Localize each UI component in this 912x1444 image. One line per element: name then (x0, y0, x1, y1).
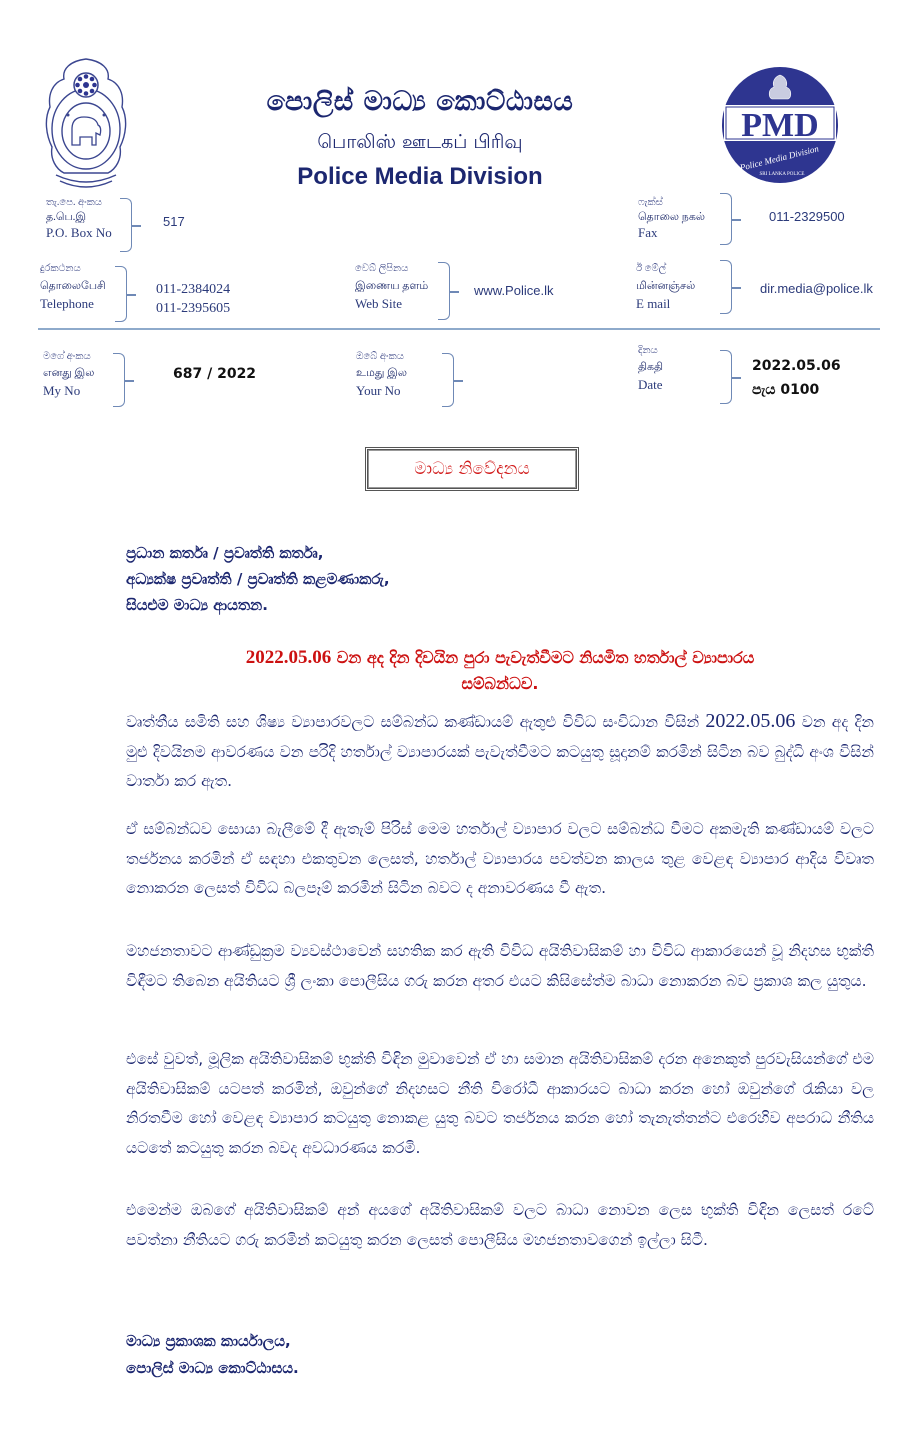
my-no-label-ta: எனது இல (43, 366, 95, 379)
email-link[interactable]: dir.media@police.lk (760, 281, 873, 296)
pmd-logo (720, 65, 840, 185)
addressee-line: ප්‍රධාන කර්තෘ / ප්‍රවෘත්ති කර්තෘ, (126, 544, 324, 562)
signoff-line: පොලිස් මාධ්‍ය කොට්ඨාසය. (126, 1359, 299, 1377)
website-link[interactable]: www.Police.lk (474, 283, 554, 298)
email-label-si: ඊ මේල් (636, 263, 667, 274)
my-no-value: 687 / 2022 (173, 366, 257, 382)
email-bracket (720, 260, 732, 314)
email-labels (636, 262, 695, 313)
addressee-line: අධ්‍යක්ෂ ප්‍රවෘත්ති / ප්‍රවෘත්ති කළමණාකරු, (126, 570, 390, 588)
my-no-label-si: මගේ අංකය (43, 351, 91, 362)
notice-title-box (365, 447, 579, 491)
fax-label-en: Fax (638, 225, 658, 241)
date-values (752, 354, 841, 402)
website-label-ta: இணைய தளம் (355, 279, 429, 292)
email-label-en: E mail (636, 296, 671, 312)
svg-text:PMD: PMD (741, 107, 819, 144)
title-english: Police Media Division (297, 163, 543, 190)
telephone-value-1: 011-2384024 (156, 282, 231, 297)
paragraph-text: වෘත්තීය සමිති සහ ශිෂ්‍ය ව්‍යාපාරවලට සම්බන්ධ කණ්ඩායම් ඇතුළු විවිධ සංවිධාන විසින් (126, 713, 706, 731)
telephone-label-si: දුරකථනය (40, 263, 81, 274)
telephone-bracket (115, 266, 127, 322)
svg-text:Police Media Division: Police Media Division (738, 143, 820, 173)
fax-label-si: ෆැක්ස් (638, 197, 663, 208)
your-no-labels (356, 350, 407, 400)
email-label-ta: மின்னஞ்சல் (636, 279, 696, 292)
paragraph-text: වන අද දින මුළු දිවයිනම ආවරණය වන පරිදි හර්තාල් ව්‍යාපාරයක් පැවැත්වීමට කටයුතු සූදානම් කරමින් සිටින බව බුද්ධි අංශ විසින් වාර්තා කර ඇත. (126, 713, 874, 790)
date-label-ta: திகதி (638, 360, 664, 373)
fax-label-ta: தொலை நகல் (638, 210, 705, 223)
header-separator (38, 328, 880, 330)
your-no-label-ta: உமது இல (356, 366, 407, 379)
po-box-labels (46, 196, 112, 242)
subject-line-2: සම්බන්ධව. (461, 674, 539, 693)
subject-date: 2022.05.06 (245, 647, 332, 668)
addressee-line: සියළුම මාධ්‍ය ආයතන. (126, 596, 268, 614)
your-no-label-si: ඔබේ අංකය (356, 351, 404, 362)
your-no-label-en: Your No (356, 383, 401, 399)
body-paragraph-4: එසේ වුවත්, මූලික අයිතිවාසිකම් භුක්ති විඳින මුවාවෙන් ඒ හා සමාන අයිතිවාසිකම් දරන අනෙකුත් පුරවැසියන්ගේ එම අයිතිවාසිකම් යටපත් කරමින්, ඔවුන්ගේ නිදහසට නීති විරෝධී ආකාරයට බාධා කරන හෝ ඔවුන්ගේ රැකියා වල නිරතවීම හෝ වෙළඳ ව්‍යාපාර කටයුතු නොකළ යුතු බවට තර්ජනය කරන හෝ තැනැත්තන්ට එරෙහිව අපරාධ නීතිය යටතේ කටයුතු කරන බවද අවධාරණය කරමි. (126, 1050, 874, 1157)
title-tamil: பொலிஸ் ஊடகப் பிரிவு (317, 131, 523, 153)
date-value: 2022.05.06 (752, 358, 841, 374)
date-bracket (720, 350, 732, 404)
my-no-label-en: My No (43, 383, 81, 399)
body-paragraph-1 (126, 707, 874, 797)
website-bracket (438, 262, 450, 320)
date-label-si: දිනය (638, 345, 658, 356)
your-no-bracket (442, 353, 454, 407)
police-crest-logo (40, 55, 132, 190)
telephone-values (156, 280, 230, 318)
telephone-value-2: 011-2395605 (156, 301, 231, 316)
signoff-line: මාධ්‍ය ප්‍රකාශක කාර්යාලය, (126, 1332, 291, 1350)
notice-title: මාධ්‍ය නිවේදනය (414, 459, 530, 479)
website-labels (355, 262, 428, 313)
time-value: පැය 0100 (752, 382, 820, 398)
subject-heading (150, 645, 850, 697)
my-no-labels (43, 350, 94, 400)
title-sinhala: පොලිස් මාධ්‍ය කොට්ඨාසය (266, 86, 574, 117)
telephone-labels (40, 262, 106, 313)
fax-bracket (720, 193, 732, 245)
telephone-label-ta: தொலைபேசி (40, 279, 106, 292)
body-paragraph-5: එමෙන්ම ඔබගේ අයිතිවාසිකම් අන් අයගේ අයිතිවාසිකම් වලට බාධා නොවන ලෙස භුක්ති විඳින ලෙසත් රටේ පවත්නා නීතියට ගරු කරමින් කටයුතු කරන ලෙසත් පොලීසිය මහජනතාවගෙන් ඉල්ලා සිටී. (126, 1201, 874, 1249)
svg-text:SRI LANKA POLICE: SRI LANKA POLICE (759, 172, 805, 177)
paragraph-date: 2022.05.06 (705, 710, 796, 732)
date-label-en: Date (638, 377, 663, 393)
subject-line-1: වන අද දින දිවයින පුරා පැවැත්වීමට නියමිත හර්තාල් ව්‍යාපාරය (331, 648, 755, 667)
fax-labels (638, 196, 705, 242)
signoff (126, 1328, 299, 1382)
my-no-bracket (113, 353, 125, 407)
po-box-bracket (120, 198, 132, 252)
date-labels (638, 344, 663, 394)
website-label-si: වෙබ් ලිපිනය (355, 263, 409, 274)
telephone-label-en: Telephone (40, 296, 94, 312)
po-box-value: 517 (163, 214, 185, 229)
addressees (126, 540, 390, 618)
website-label-en: Web Site (355, 296, 402, 312)
po-box-label-si: තැ.පෙ. අංකය (46, 197, 102, 208)
body-paragraph-2: ඒ සම්බන්ධව සොයා බැලීමේ දී ඇතැම් පිරිස් මෙම හර්තාල් ව්‍යාපාර වලට සම්බන්ධ වීමට අකමැති කණ්ඩායම් වලට තර්ජනය කරමින් ඒ සඳහා එකතුවන ලෙසත්, හර්තාල් ව්‍යාපාරය පවත්වන කාලය තුළ වෙළඳ ව්‍යාපාර ආදිය විවෘත නොකරන ලෙසත් විවිධ බලපෑම් කරමින් සිටින බවට ද අනාවරණය වී ඇත. (126, 820, 874, 897)
body-paragraph-3: මහජනතාවට ආණ්ඩුක්‍රම ව්‍යවස්ථාවෙන් සහතික කර ඇති විවිධ අයිතිවාසිකම් හා විවිධ ආකාරයෙන් වූ නිදහස භුක්ති විඳීමට තිබෙන අයිතියට ශ්‍රී ලංකා පොලීසිය ගරු කරන අතර එයට කිසිසේත්ම බාධා නොකරන බව ප්‍රකාශ කල යුතුය. (126, 942, 874, 990)
po-box-label-ta: த.பெ.இ (46, 210, 87, 223)
fax-value: 011-2329500 (769, 209, 845, 224)
po-box-label-en: P.O. Box No (46, 225, 112, 241)
